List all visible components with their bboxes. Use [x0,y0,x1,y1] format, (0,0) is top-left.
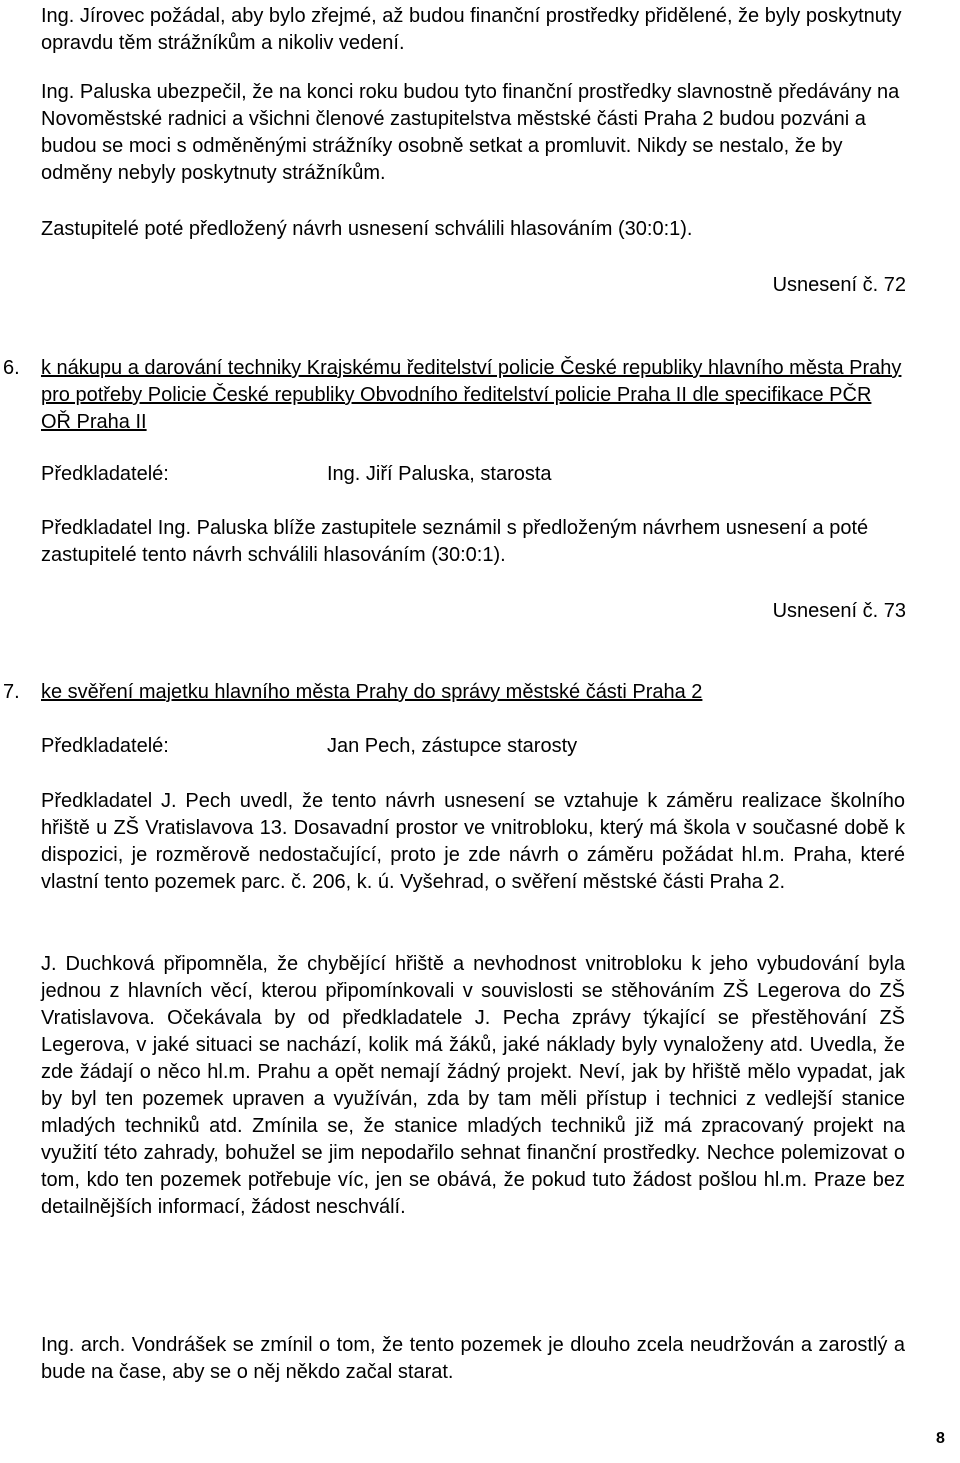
resolution-72: Usnesení č. 72 [772,274,906,296]
item-7-text-duchkova: J. Duchková připomněla, že chybějící hřiště a nevhodnost vnitrobloku k jeho vybudování byla jednou z hlavních věcí, kterou připomínkovali v souvislosti se stěhováním ZŠ Legerova do ZŠ Vratislavova. Očekávala by od předkladatele J. Pecha zprávy týkající se přestěhování ZŠ Legerova, v jaké situaci se nachází, kolik má žáků, jaké náklady byly vynaloženy atd. Uvedla, že zde žádají o něco hl.m. Prahu a opět nemají žádný projekt. Neví, jak by hřiště mělo vypadat, jak by byl ten pozemek upraven a využíván, zda by tam měli přístup i technici z vedlejší stanice mladých techniků atd. Zmínila se, že stanice mladých techniků již má zpracovaný projekt na využití této zahrady, bohužel se jim nepodařilo sehnat finanční prostředky. Nechce polemizovat o tom, kdo ten pozemek potřebuje víc, jen se obává, že pokud tuto žádost pošlou hl.m. Praze bez detailnějších informací, žádost neschválí. [41,953,905,1218]
paragraph-paluska: Ing. Paluska ubezpečil, že na konci roku budou tyto finanční prostředky slavnostně předávány na Novoměstské radnici a všichni členové zastupitelstva městské části Praha 2 budou pozváni a budou se moci s odměněnými strážníky osobně setkat a promluvit. Nikdy se nestalo, že by odměny nebyly poskytnuty strážníkům. [41,81,900,184]
item-6-text: Předkladatel Ing. Paluska blíže zastupitele seznámil s předloženým návrhem usnesení a poté zastupitelé tento návrh schválili hlasováním (30:0:1). [41,517,869,566]
item-6-presenter-label: Předkladatelé: [41,463,169,485]
resolution-73: Usnesení č. 73 [772,600,906,622]
item-7-text-vondrasek: Ing. arch. Vondrášek se zmínil o tom, že tento pozemek je dlouho zcela neudržován a zarostlý a bude na čase, aby se o něj někdo začal starat. [41,1334,905,1383]
item-7-presenter-label: Předkladatelé: [41,735,169,757]
item-6-heading: k nákupu a darování techniky Krajskému ředitelství policie České republiky hlavního města Prahy pro potřeby Policie České republiky Obvodního ředitelství policie Praha II dle specifikace PČR OŘ Praha II [41,357,902,433]
item-7-number: 7. [3,681,20,703]
item-6-number: 6. [3,357,20,379]
item-7-heading: ke svěření majetku hlavního města Prahy do správy městské části Praha 2 [41,681,703,703]
paragraph-jirovec: Ing. Jírovec požádal, aby bylo zřejmé, až budou finanční prostředky přidělené, že byly poskytnuty opravdu těm strážníkům a nikoliv vedení. [41,5,902,54]
item-7-presenter: Jan Pech, zástupce starosty [327,735,578,757]
page-number: 8 [936,1430,945,1447]
item-6-presenter: Ing. Jiří Paluska, starosta [327,463,552,485]
item-7-text-pech: Předkladatel J. Pech uvedl, že tento návrh usnesení se vztahuje k záměru realizace školního hřiště u ZŠ Vratislavova 13. Dosavadní prostor ve vnitrobloku, který má škola v současné době k dispozici, je rozměrově nedostačující, proto je zde návrh o záměru požádat hl.m. Praha, které vlastní tento pozemek parc. č. 206, k. ú. Vyšehrad, o svěření městské části Praha 2. [41,790,905,893]
paragraph-vote-72: Zastupitelé poté předložený návrh usnesení schválili hlasováním (30:0:1). [41,218,693,240]
